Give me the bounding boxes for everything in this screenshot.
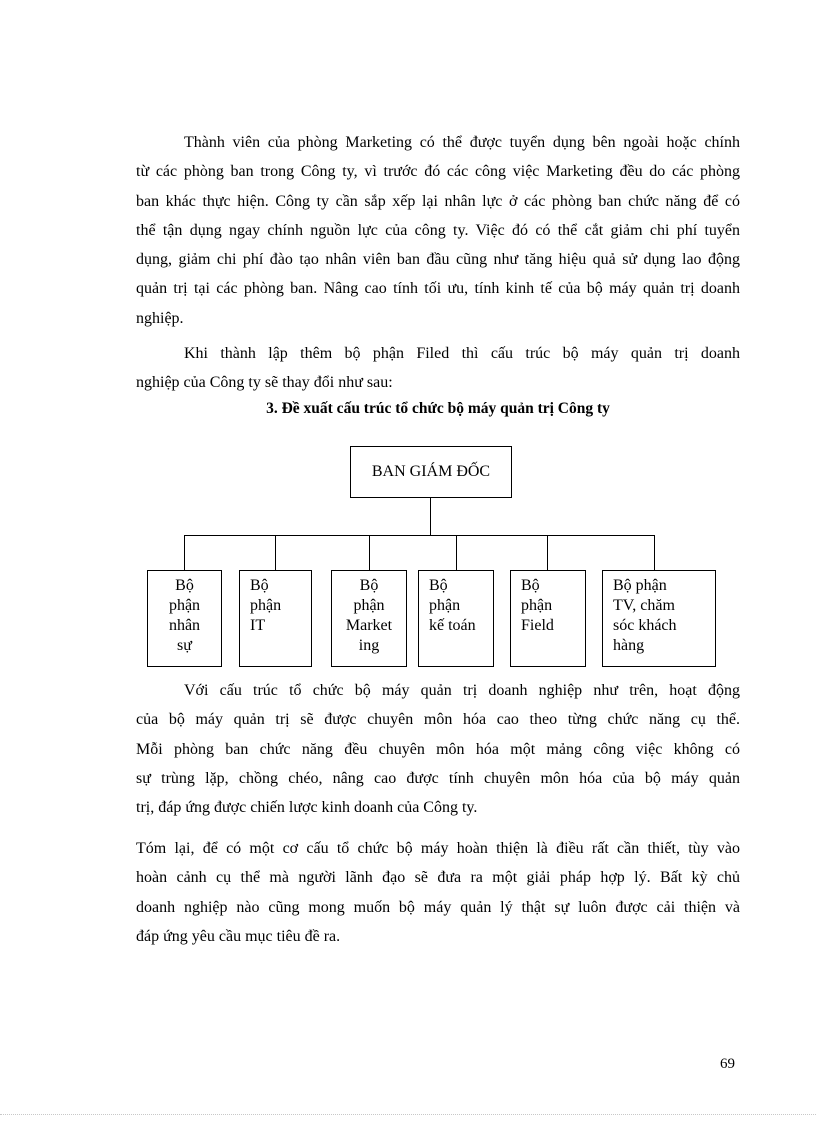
text-line: Với cấu trúc tổ chức bộ máy quản trị doanh nghiệp như trên, hoạt động bbox=[184, 682, 740, 699]
text-line: từ các phòng ban trong Công ty, vì trước đó các công việc Marketing đều do các phòng bbox=[136, 163, 740, 181]
org-chart-dept-box bbox=[602, 570, 716, 667]
text-line: trị, đáp ứng được chiến lược kinh doanh của Công ty. bbox=[136, 799, 478, 817]
text-line: thể tận dụng ngay chính nguồn lực của công ty. Việc đó có thể cắt giảm chi phí tuyển bbox=[136, 221, 740, 239]
text-line: Mỗi phòng ban chức năng đều chuyên môn hóa một mảng công việc không có bbox=[136, 740, 740, 758]
dept-label-line: nhân bbox=[168, 617, 201, 634]
connector-line bbox=[369, 535, 370, 570]
dept-label-line: phận bbox=[429, 597, 461, 614]
dept-label-line: Bộ bbox=[175, 577, 194, 594]
dept-label-line: Bộ bbox=[250, 577, 269, 594]
page-number: 69 bbox=[720, 1056, 735, 1072]
text-line: ban khác thực hiện. Công ty cần sắp xếp lại nhân lực ở các phòng ban chức năng để có bbox=[136, 192, 740, 210]
org-chart-dept-box bbox=[239, 570, 312, 667]
text-line: sự trùng lặp, chồng chéo, nâng cao được tính chuyên môn hóa của bộ máy quản bbox=[136, 769, 740, 787]
connector-line bbox=[184, 535, 185, 570]
connector-line bbox=[654, 535, 655, 570]
text-line: Khi thành lập thêm bộ phận Filed thì cấu trúc bộ máy quản trị doanh bbox=[184, 345, 740, 362]
connector-line bbox=[184, 535, 655, 536]
dept-label-line: kế toán bbox=[429, 617, 476, 634]
text-line: dụng, giảm chi phí đào tạo nhân viên ban đầu cũng như tăng hiệu quả sử dụng lao động bbox=[136, 251, 740, 269]
dept-label-line: TV, chăm bbox=[613, 597, 675, 614]
text-line: của bộ máy quản trị sẽ được chuyên môn hóa cao theo từng chức năng cụ thể. bbox=[136, 711, 740, 729]
dept-label-line: sóc khách bbox=[613, 617, 677, 634]
dept-label-line: sự bbox=[177, 637, 192, 654]
text-line: Tóm lại, để có một cơ cấu tổ chức bộ máy hoàn thiện là điều rất cần thiết, tùy vào bbox=[136, 840, 740, 857]
org-chart-dept-box bbox=[331, 570, 407, 667]
org-chart-top-box bbox=[350, 446, 512, 498]
org-chart-dept-box bbox=[510, 570, 586, 667]
paragraph-conclusion bbox=[136, 834, 740, 951]
text-line: nghiệp của Công ty sẽ thay đổi như sau: bbox=[136, 374, 393, 392]
org-chart-dept-box bbox=[418, 570, 494, 667]
dept-label-line: Field bbox=[521, 617, 554, 634]
section-heading: 3. Đề xuất cấu trúc tổ chức bộ máy quản trị Công ty bbox=[266, 400, 610, 417]
dept-label-line: phận bbox=[250, 597, 282, 614]
org-chart-top-label: BAN GIÁM ĐỐC bbox=[371, 463, 491, 480]
paragraph-structure-benefits bbox=[136, 676, 740, 822]
text-line: quản trị tại các phòng ban. Nâng cao tính tối ưu, tính kinh tế của bộ máy quản trị doanh bbox=[136, 280, 740, 298]
dept-label-line: Bộ bbox=[521, 577, 540, 594]
dept-label-line: ing bbox=[358, 637, 380, 654]
connector-line bbox=[430, 498, 431, 536]
org-chart-dept-box bbox=[147, 570, 222, 667]
dept-label-line: phận bbox=[521, 597, 553, 614]
connector-line bbox=[275, 535, 276, 570]
text-line: đáp ứng yêu cầu mục tiêu đề ra. bbox=[136, 927, 341, 945]
dept-label-line: hàng bbox=[613, 637, 645, 654]
dept-label-line: Bộ phận bbox=[613, 577, 667, 594]
dept-label-line: Market bbox=[345, 617, 393, 634]
connector-line bbox=[456, 535, 457, 570]
connector-line bbox=[547, 535, 548, 570]
paragraph-marketing-staff bbox=[136, 128, 740, 333]
page-bottom-divider bbox=[0, 1114, 816, 1115]
text-line: hoàn cảnh cụ thể mà người lãnh đạo sẽ đưa ra một giải pháp hợp lý. Bất kỳ chủ bbox=[136, 869, 740, 887]
dept-label-line: Bộ bbox=[359, 577, 379, 594]
dept-label-line: IT bbox=[250, 617, 266, 634]
text-line: Thành viên của phòng Marketing có thể được tuyển dụng bên ngoài hoặc chính bbox=[184, 134, 740, 151]
text-line: doanh nghiệp nào cũng mong muốn bộ máy quản lý thật sự luôn được cải thiện và bbox=[136, 898, 740, 916]
dept-label-line: Bộ bbox=[429, 577, 448, 594]
text-line: nghiệp. bbox=[136, 309, 184, 327]
dept-label-line: phận bbox=[353, 597, 385, 614]
paragraph-field-department bbox=[136, 339, 740, 398]
dept-label-line: phận bbox=[168, 597, 201, 614]
